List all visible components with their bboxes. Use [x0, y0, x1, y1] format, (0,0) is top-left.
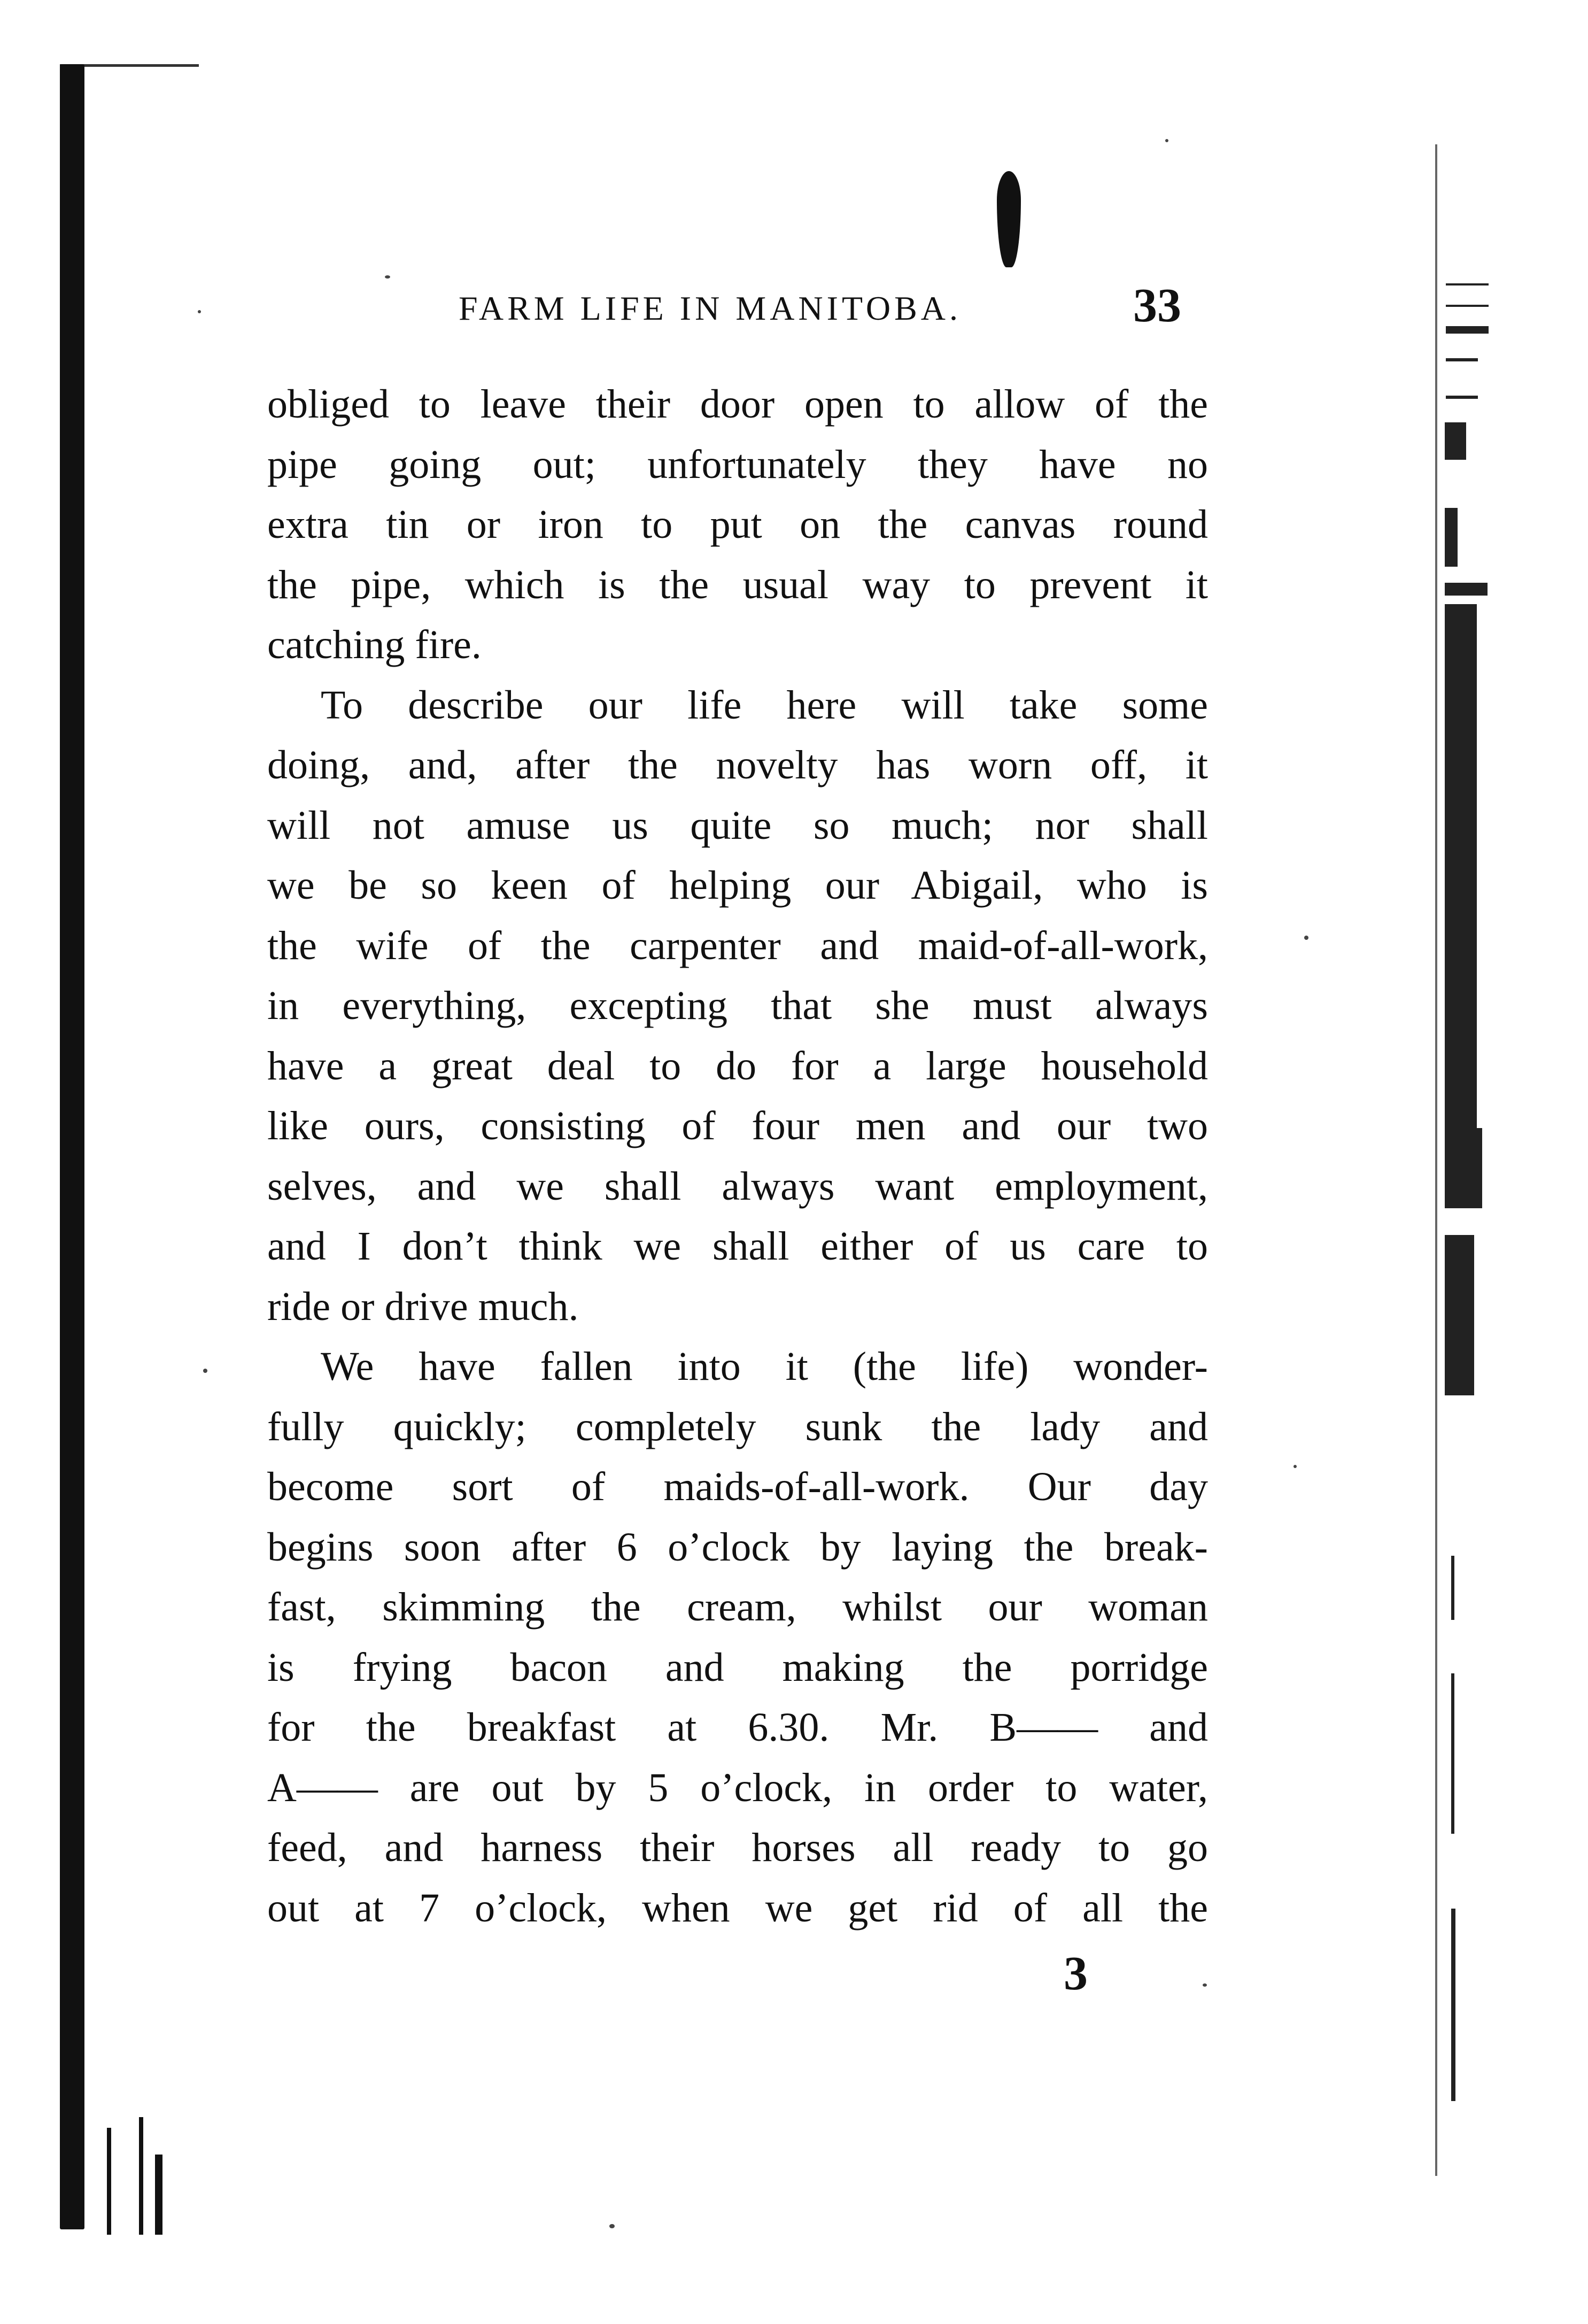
text-line: fully quickly; completely sunk the lady and — [267, 1404, 1208, 1449]
text-line: have a great deal to do for a large household — [267, 1043, 1208, 1088]
text-line: in everything, excepting that she must always — [267, 983, 1208, 1028]
scan-speck — [198, 310, 201, 313]
text-line: like ours, consisting of four men and our two — [267, 1103, 1208, 1148]
scan-speck — [609, 2224, 615, 2228]
body-text — [267, 374, 1208, 1938]
text-line: is frying bacon and making the porridge — [267, 1644, 1208, 1690]
text-line: To describe our life here will take some — [321, 682, 1208, 728]
text-line: begins soon after 6 o’clock by laying the break- — [267, 1524, 1208, 1570]
scan-right-edge — [1435, 144, 1499, 2176]
scan-speck — [1165, 139, 1168, 142]
text-line: We have fallen into it (the life) wonder- — [321, 1344, 1208, 1389]
text-line: the pipe, which is the usual way to prevent it — [267, 562, 1208, 607]
paragraph — [267, 374, 1208, 675]
scan-speck — [203, 1369, 207, 1373]
ink-blot — [997, 171, 1021, 267]
text-line: we be so keen of helping our Abigail, who is — [267, 863, 1208, 908]
text-line: pipe going out; unfortunately they have no — [267, 442, 1208, 487]
binding-mark — [155, 2155, 162, 2235]
paragraph — [267, 675, 1208, 1337]
text-line: will not amuse us quite so much; nor shall — [267, 802, 1208, 848]
text-line: for the breakfast at 6.30. Mr. B—— and — [267, 1705, 1208, 1750]
text-line: the wife of the carpenter and maid-of-all-work, — [267, 923, 1208, 968]
binding-shadow — [60, 64, 84, 2229]
text-line: and I don’t think we shall either of us care to — [267, 1224, 1208, 1269]
running-head: FARM LIFE IN MANITOBA. — [459, 289, 962, 327]
text-line: become sort of maids-of-all-work. Our day — [267, 1464, 1208, 1509]
text-line: obliged to leave their door open to allow of the — [267, 382, 1208, 427]
scan-speck — [1304, 936, 1308, 940]
text-line: out at 7 o’clock, when we get rid of all the — [267, 1885, 1208, 1931]
text-line: extra tin or iron to put on the canvas round — [267, 502, 1208, 547]
scan-speck — [1293, 1465, 1297, 1468]
text-line: selves, and we shall always want employment, — [267, 1163, 1208, 1209]
paragraph — [267, 1337, 1208, 1938]
text-line: ride or drive much. — [267, 1284, 579, 1329]
scan-speck — [1203, 1983, 1207, 1987]
text-line: catching fire. — [267, 622, 482, 667]
text-line: fast, skimming the cream, whilst our woman — [267, 1585, 1208, 1630]
text-line: A—— are out by 5 o’clock, in order to water, — [267, 1765, 1208, 1810]
signature-mark: 3 — [1064, 1947, 1088, 2000]
scan-speck — [385, 275, 390, 279]
page-number: 33 — [1133, 279, 1181, 332]
text-line: feed, and harness their horses all ready to go — [267, 1825, 1208, 1870]
text-line: doing, and, after the novelty has worn off, it — [267, 743, 1208, 787]
binding-mark — [139, 2117, 143, 2235]
binding-mark — [107, 2128, 111, 2235]
